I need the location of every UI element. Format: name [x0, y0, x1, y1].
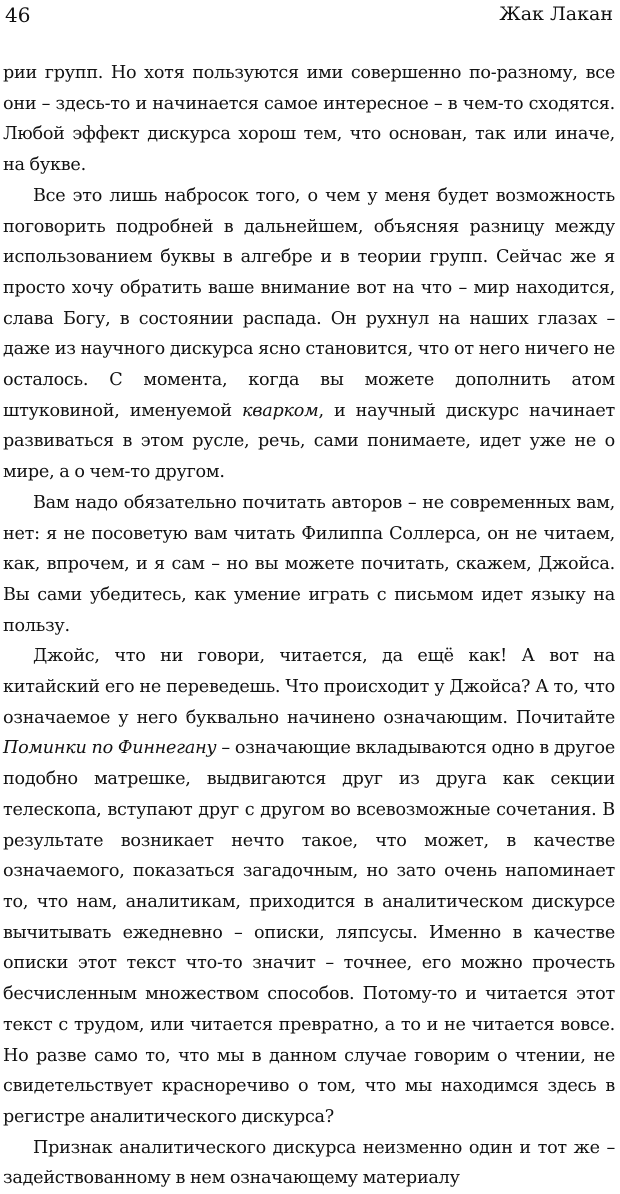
page-number: 46: [5, 3, 31, 27]
text-segment: рии групп. Но хотя пользуются ими совершенно по-разному, все они – здесь-то и начинается самое интересное – в чем-то сходятся. Любой эффект дискурса хорош тем, что основан, так или иначе, на букве.: [3, 63, 615, 176]
text-segment: – означающие вкладываются одно в другое подобно матрешке, выдвигаются друг из друга как секции телескопа, вступают друг с другом во всевозможные сочетания. В результате возникает нечто такое, что может, в качестве означаемого, показаться загадочным, но зато очень напоминает то, что нам, аналитикам, приходится в аналитическом дискурсе вычитывать ежедневно – описки, ляпсусы. Именно в качестве описки этот текст что-то значит – точнее, его можно прочесть бесчисленным множеством способов. Потому-то и читается этот текст с трудом, или читается превратно, а то и не читается вовсе. Но разве само то, что мы в данном случае говорим о чтении, не свидетельствует красноречиво о том, что мы находимся здесь в регистре аналитического дискурса?: [3, 738, 616, 1127]
paragraph-2: [3, 181, 615, 488]
text-segment: Джойс, что ни говори, читается, да ещё как! А вот на китайский его не переведешь. Что происходит у Джойса? А то, что означаемое у него буквально начинено означающим. Почитайте: [3, 646, 615, 728]
text-segment: Признак аналитического дискурса неизменно один и тот же – задействованному в нем означающему материалу: [3, 1137, 615, 1189]
paragraph-4: [3, 641, 615, 1132]
paragraph-1: [3, 58, 615, 181]
italic-book-title: Поминки по Финнегану: [3, 738, 217, 759]
text-segment: Вам надо обязательно почитать авторов – не современных вам, нет: я не посоветую вам читать Филиппа Соллерса, он не читаем, как, впрочем, и я сам – но вы можете почитать, скажем, Джойса. Вы сами убедитесь, как умение играть с письмом идет языку на пользу.: [3, 492, 615, 636]
paragraph-5: [3, 1133, 615, 1194]
text-segment: , и научный дискурс начинает развиваться в этом русле, речь, сами понимаете, идет уже не о мире, а о чем-то другом.: [3, 400, 615, 483]
paragraph-3: [3, 488, 615, 642]
italic-term-quark: кварком: [242, 400, 319, 421]
body-text: [3, 58, 615, 1194]
running-head: Жак Лакан: [499, 3, 613, 25]
text-segment: Все это лишь набросок того, о чем у меня будет возможность поговорить подробней в дальнейшем, объясняя разницу между использованием буквы в алгебре и в теории групп. Сейчас же я просто хочу обратить ваше внимание вот на что – мир находится, слава Богу, в состоянии распада. Он рухнул на наших глазах – даже из научного дискурса ясно становится, что от него ничего не осталось. С момента, когда вы можете дополнить атом штуковиной, именуемой: [3, 185, 615, 421]
page-header: [3, 0, 615, 44]
